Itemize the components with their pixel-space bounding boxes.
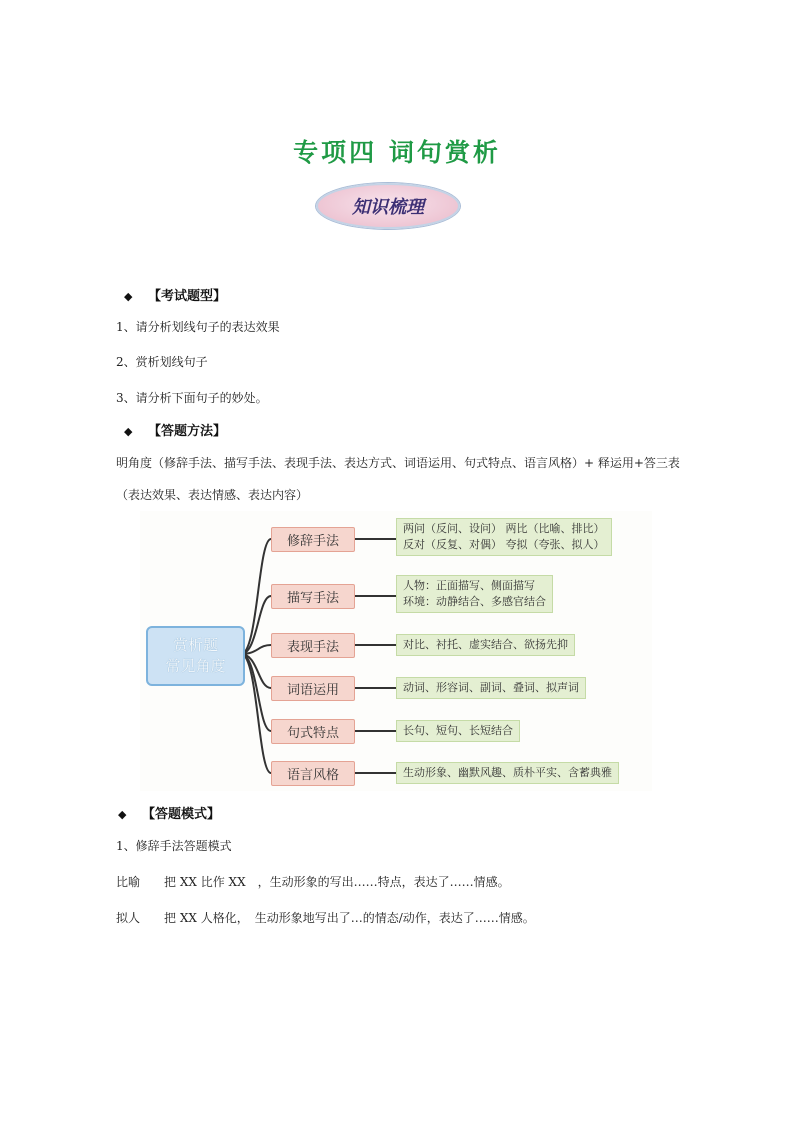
pattern-row-label: 拟人 (116, 911, 141, 925)
leaf-rhetoric (396, 518, 612, 556)
method-text-line-1: 明角度（修辞手法、描写手法、表现手法、表达方式、词语运用、句式特点、语言风格）+ 释运用+答三表 (116, 456, 680, 470)
method-heading-text: 【答题方法】 (148, 424, 227, 439)
category-word-usage: 词语运用 (271, 676, 355, 701)
leaf-language-style: 生动形象、幽默风趣、质朴平实、含蓄典雅 (396, 762, 619, 784)
diamond-bullet-icon: ◆ (118, 808, 127, 821)
pattern-row-text: 把 XX 比作 XX ，生动形象的写出……特点，表达了……情感。 (164, 875, 510, 889)
center-node-line-1: 赏析题 (172, 636, 218, 654)
category-rhetoric: 修辞手法 (271, 527, 355, 552)
mindmap-center-node (146, 626, 245, 686)
leaf-text: 人物：正面描写、侧面描写 (403, 579, 535, 592)
mindmap-diagram (140, 511, 652, 791)
connector-6 (241, 654, 271, 773)
diamond-bullet-icon: ◆ (124, 290, 133, 303)
exam-types-heading (124, 285, 226, 304)
pattern-row-label: 比喻 (116, 875, 141, 889)
exam-types-heading-text: 【考试题型】 (148, 289, 227, 304)
leaf-description (396, 575, 553, 613)
exam-type-item-3: 3、请分析下面句子的妙处。 (116, 391, 268, 405)
connector-1 (241, 539, 271, 654)
exam-type-item-1: 1、请分析划线句子的表达效果 (116, 320, 280, 334)
leaf-expression: 对比、衬托、虚实结合、欲扬先抑 (396, 634, 575, 656)
leaf-text: 反对（反复、对偶） 夸拟（夸张、拟人） (403, 538, 605, 551)
pattern-heading (118, 803, 220, 822)
diamond-bullet-icon: ◆ (124, 425, 133, 438)
category-description: 描写手法 (271, 584, 355, 609)
pattern-row-personification (116, 909, 535, 926)
leaf-text: 两问（反问、设问） 两比（比喻、排比） (403, 522, 605, 535)
leaf-text: 环境：动静结合、多感官结合 (403, 595, 546, 608)
section-badge: 知识梳理 (316, 183, 460, 229)
category-sentence-pattern: 句式特点 (271, 719, 355, 744)
category-expression: 表现手法 (271, 633, 355, 658)
pattern-item-1: 1、修辞手法答题模式 (116, 839, 232, 853)
center-node-line-2: 常见角度 (165, 657, 226, 675)
pattern-heading-text: 【答题模式】 (142, 807, 221, 822)
method-text-line-2: （表达效果、表达情感、表达内容） (116, 488, 309, 502)
exam-type-item-2: 2、赏析划线句子 (116, 355, 208, 369)
pattern-row-metaphor (116, 873, 510, 890)
pattern-row-text: 把 XX 人格化， 生动形象地写出了…的情态/动作，表达了……情感。 (164, 911, 535, 925)
method-heading (124, 420, 226, 439)
category-language-style: 语言风格 (271, 761, 355, 786)
leaf-sentence-pattern: 长句、短句、长短结合 (396, 720, 520, 742)
leaf-word-usage: 动词、形容词、副词、叠词、拟声词 (396, 677, 586, 699)
page-title: 专项四 词句赏析 (293, 138, 501, 167)
